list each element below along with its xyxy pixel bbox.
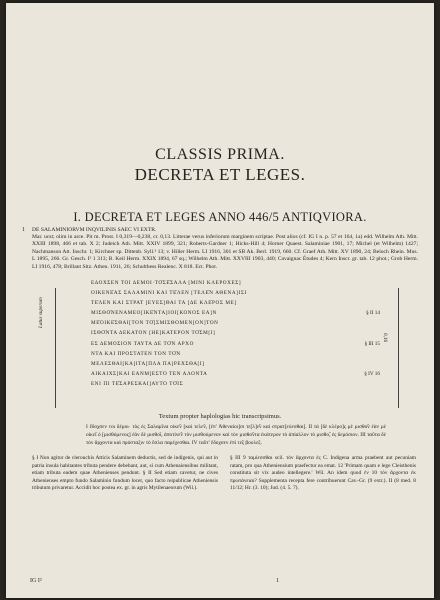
inscription-line: ΤΕ̄ΛΕΝ ΚΑΙ ΣΤΡΑΤ [ΕΥΕΣ]ΘΑΙ ΤΑ [ΔΕ ΚΛΕ̄ΡΟΣ ΜΕ] (91, 300, 237, 307)
footer-signature: IG I² (30, 578, 42, 584)
line-number: § III 15 (364, 340, 380, 347)
inscription-line: ΜΙΣΘΟ̄ΝΕΝΑΜΕΟ[ΙΚΕ̄ΝΤΑ]ΙΟΙ[ΚΟΝΟΣ ΕΑ]Ν (91, 310, 217, 317)
inscription-text (91, 278, 346, 389)
page-number: 1 (276, 578, 279, 584)
latus-superum-label: Latus superum (38, 297, 44, 328)
inscription-line: ΜΕ̄ΟΙΚΕ̄ΣΘΑΙ[ΤΟΝ ΤΟ̄]ΣΜΙΣΘΟΜΕΝ[ΟΝ]ΤΟΝ (91, 320, 219, 327)
line-number (350, 328, 380, 338)
bibliography (32, 227, 418, 271)
line-number (350, 349, 380, 359)
inscription-line: ΕΔΟΧΣΕΝ ΤΟΙ ΔΕΜΟΙ·ΤΟ̄ΣΕ̄ΣΑΛΑ [ΜΙΝΙ ΚΛΕΡΟΧΕΣ] (91, 280, 242, 286)
line-number: § IV 16 (364, 370, 380, 377)
line-number (350, 278, 380, 288)
decreta-heading: DECRETA ET LEGES. (134, 165, 306, 184)
commentary-right: § III 9 ταμίεσσθαι scil. τὸν ἄρχοντα ἐς C. Indigena arma praebent aut pecuniam ratam, pro qua Atheniensium praefectur ea emat. 12 'Primam quam e lege Cleisthenis constituta sit vix audeo intellegere.' Wil. An idem quod ἐν 10 τὸν ἄρχοντα ἐκ πρωτάνειαι? Supplementa recepta fere contribuerunt Cav.-Gr. (9 extr.). II (8 med. 8 11/12; Hr. (3. 10); Jud. (4. 5. 7). (230, 455, 416, 492)
transcription-text: I ἔδοχσεν τοι δέμοι· τὸς ἐς Σαλαμῖνα οἰκε̃ν [καὶ τελε̃ν, [ἐπ' Ἀθεναίοι]σι τε[λ]ε̃ν καὶ στρατ[εύεσθαι]. II τὰ [δὲ κλέρο]ς μὲ μισθο̃ν ἐὰν μὲ οἰκε̃ι ὁ [μισθόμενος] ἐὰν δὲ μισθοῖ, ἀποτίνε̃ν τὸν μισθούμενον καὶ τὸν μισθο̃ντα ἑκάτερον τὸ ἀπίαλλον τὸ μισθο̃, ἐς δεμόσιον. III ταῦτα δὲ τὸν ἄρχοντα καὶ πρόσταξιν τὸ ὅπλα παρέχεσθαι. IV ταῦτ' ἔδοχσεν ἐπὶ τε̃ς βουλε̃ς. (86, 424, 386, 446)
inscription-line: ΝΤΑ ΚΑΙ ΠΡΟΣΤΑΤΕΝ ΤΟΝ ΤΟ̄Ν (91, 350, 181, 357)
line-number (350, 379, 380, 389)
transcription-heading: Textum propter haplologias hic transcripsimus. (158, 413, 282, 420)
right-rule (398, 288, 399, 408)
commentary-left: § I Non agitur de clerouchis Atticis Salaminem deductis, sed de indigenis, qui aut in patria insula habitantes tributa pendere debebant, aut, si cum Athenaiensibus militant, etiam tributa eadem quae Athenienses pendunt. § II Sed etiam cavetur, ne cives Athenienses empto fundo Salaminio fundum locet, quo facto reipublicae Atheniensis tributum privaretur. Accidit hoc postea ex. gr. in agris Mytilenaeorum (Wil.). (32, 455, 218, 492)
line-number (350, 288, 380, 298)
line-number (350, 298, 380, 308)
inscription-line: ΕΝΙ ΠΙ ΤΕ̄ΣΑΡΕΣΚΑΙ]ΑΥΤΟ ΤΟ̄ΙΣ (91, 380, 184, 387)
inscription-line-numbers (350, 278, 380, 389)
entry-title: DE SALAMINIORVM INQVILINIS SAEC VI EXTR. (32, 227, 157, 233)
section-heading: I. DECRETA ET LEGES ANNO 446/5 ANTIQVIORA. (73, 210, 367, 224)
inscription-line: ΑΙΚΑΙΧΣ[ΚΑΙ ΕΑΝΜ]ΕΣΤΟ ΤΕΝ ΑΛΟΝΤΑ (91, 370, 208, 377)
bibliography-text: Mar. ucst; olim in arce. Pit m. Prost. I 0,319—0,238, cr. 0,13. Litterae verus inferiorum marginem scriptae. Post alios (cf. IG I n. p. 57 et 164, 1a) edd. Wilhelm Ath. Mitt. XXIII 1898, 466 et tab. X 2; Judeich Ath. Mitt. XXIV 1899, 321; Roberts-Gardner 1; Hicks-Hill 4; Horner Quaest. Salaminiae 1901, 17; Michel (et Wilhelm) 1427; Nachmanson Att. Inschr. 1; Kirchner sp. Dittenb. Syll.³ 13; v. Hiller Herm. LI 1916, 301 et SB Ak. Berl. 1919, 660. Cf. Graef Ath. Mitt. XV 1890, 24; Beloch Rhein. Mus. L 1895, 266. Gr. Gesch. I² 1 313; B. Keil Herm. XXIX 1894, 67 sq.; Wilhelm Ath. Mitt. XXVIII 1903, 440; Cavaignac Études 4; Kern Inscr. gr. tab. 12 phot.; Grob Herm. LI 1916, 478; Brillant Sitz. Athen. 1911, 26; Schulthess Realenc. X 818. Ect. Phot. (32, 234, 418, 270)
line-number: § II 14 (366, 310, 380, 317)
line-number (350, 359, 380, 369)
left-rule (55, 288, 56, 408)
inscription-line: ΕΣ ΔΕΜΟΣΙΟΝ ΤΑΥΤΑ ΔΕ ΤΟ̄Ν ΑΡΧΟ (91, 340, 194, 347)
line-number (350, 318, 380, 328)
entry-number: 1 (22, 227, 25, 233)
inscription-line: ΙΣΘΟ̄ΝΤΑ ΔΕΚΑΤΟΝ [ΗΕ]ΚΑΤΕΡΟΝ ΤΟ̄ΣΜ[Ι] (91, 330, 216, 337)
book-page (6, 3, 434, 598)
inscription-line: ΟΙΚΕΝΕ̄ΑΣ ΣΑΛΑΜΙΝΙ ΚΑΙ ΤΕ̄ΛΕΝ [ΤΕΛΕ̄Ν ΑΘΕΝΑ]ΙΣΙ (91, 290, 247, 297)
height-label: 0,16 (382, 333, 388, 343)
inscription-line: ΜΕΛΕΣΘΑΙ[ΚΑ]ΙΤΑ[ΠΛΑ ΠΑ]ΡΕΧΣΘΑ[Ι] (91, 360, 205, 367)
classis-heading: CLASSIS PRIMA. (155, 146, 285, 163)
